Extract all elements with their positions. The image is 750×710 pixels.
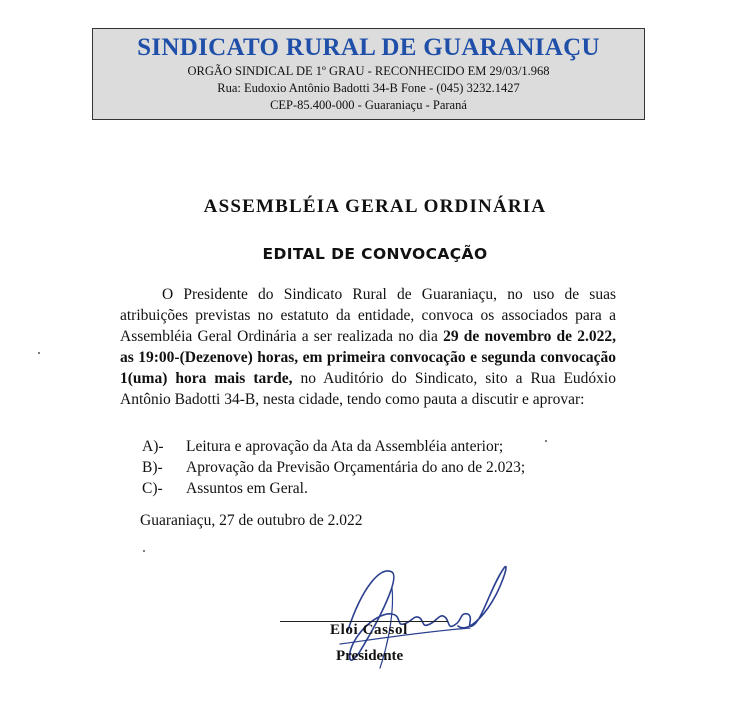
document-subtitle: EDITAL DE CONVOCAÇÃO xyxy=(262,245,488,263)
agenda-item xyxy=(142,457,525,478)
agenda-item-letter: C)- xyxy=(142,480,163,497)
agenda-item-text: Leitura e aprovação da Ata da Assembléia anterior; xyxy=(186,438,504,455)
scan-speck xyxy=(143,550,145,552)
date-location-line: Guaraniaçu, 27 de outubro de 2.022 xyxy=(140,512,363,529)
signer-role: Presidente xyxy=(336,648,404,664)
org-postal: CEP-85.400-000 - Guaraniaçu - Paraná xyxy=(270,98,467,112)
agenda-item-letter: A)- xyxy=(142,438,164,455)
body-text-part1: O Presidente do Sindicato Rural de Guaraniaçu, no uso de suas atribuições previstas no estatuto da entidade, convoca os associados para a Assembléia Geral Ordinária a ser realizada no dia xyxy=(120,286,616,345)
handwritten-signature xyxy=(300,548,520,678)
org-address: Rua: Eudoxio Antônio Badotti 34-B Fone - (045) 3232.1427 xyxy=(217,81,520,95)
notice-body xyxy=(120,284,616,410)
scan-speck xyxy=(38,352,40,354)
agenda-list xyxy=(142,436,525,499)
body-text-part2: no Auditório do Sindicato, sito a Rua Eudóxio Antônio Badotti 34-B, nesta cidade, tendo como pauta a discutir e aprovar: xyxy=(120,370,616,408)
agenda-item-text: Assuntos em Geral. xyxy=(186,480,308,497)
agenda-item xyxy=(142,478,525,499)
letterhead xyxy=(92,28,645,120)
agenda-item-text: Aprovação da Previsão Orçamentária do ano de 2.023; xyxy=(186,459,526,476)
organization-name: SINDICATO RURAL DE GUARANIAÇU xyxy=(137,34,600,61)
body-text-bold: 29 de novembro de 2.022, as 19:00-(Dezenove) horas, em primeira convocação e segunda convocação 1(uma) hora mais tarde, xyxy=(120,328,617,387)
org-registration: ORGÃO SINDICAL DE 1º GRAU - RECONHECIDO EM 29/03/1.968 xyxy=(187,64,550,78)
agenda-item xyxy=(142,436,525,457)
scan-speck xyxy=(545,440,547,442)
agenda-item-letter: B)- xyxy=(142,459,163,476)
document-title: ASSEMBLÉIA GERAL ORDINÁRIA xyxy=(203,196,547,217)
signer-name: Eloi Cassol xyxy=(330,622,408,638)
